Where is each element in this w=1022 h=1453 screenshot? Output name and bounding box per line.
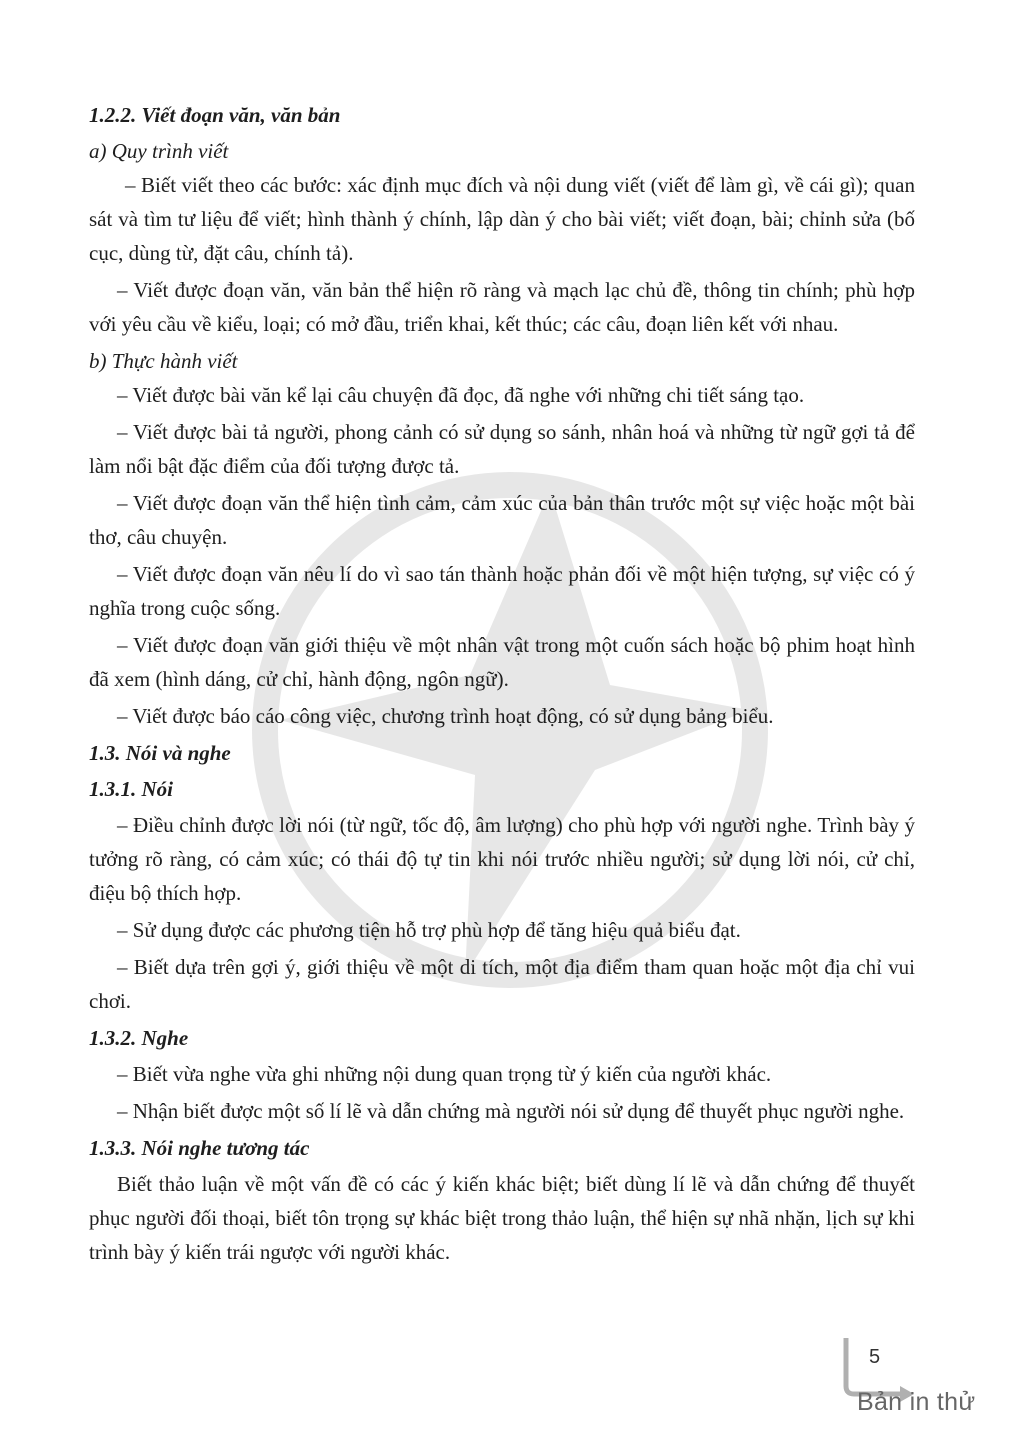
- paragraph: – Viết được bài văn kể lại câu chuyện đã đọc, đã nghe với những chi tiết sáng tạo.: [117, 383, 805, 407]
- paragraph: – Viết được đoạn văn thể hiện tình cảm, cảm xúc của bản thân trước một sự việc hoặc một bài thơ, câu chuyện.: [89, 491, 915, 549]
- paragraph: – Viết được báo cáo công việc, chương trình hoạt động, có sử dụng bảng biểu.: [117, 704, 774, 728]
- paragraph: – Viết được đoạn văn, văn bản thể hiện rõ ràng và mạch lạc chủ đề, thông tin chính; phù hợp với yêu cầu về kiểu, loại; có mở đầu, triển khai, kết thúc; các câu, đoạn liên kết với nhau.: [89, 278, 915, 336]
- paragraph: – Biết dựa trên gợi ý, giới thiệu về một di tích, một địa điểm tham quan hoặc một địa chỉ vui chơi.: [89, 955, 915, 1013]
- subheading-thuc-hanh-viet: b) Thực hành viết: [89, 349, 238, 373]
- paragraph: – Sử dụng được các phương tiện hỗ trợ phù hợp để tăng hiệu quả biểu đạt.: [117, 918, 741, 942]
- paragraph: – Viết được bài tả người, phong cảnh có sử dụng so sánh, nhân hoá và những từ ngữ gợi tả để làm nổi bật đặc điểm của đối tượng được tả.: [89, 420, 915, 478]
- paragraph: – Nhận biết được một số lí lẽ và dẫn chứng mà người nói sử dụng để thuyết phục người nghe.: [117, 1099, 905, 1123]
- document-body: [89, 96, 915, 1272]
- paragraph: – Viết được đoạn văn nêu lí do vì sao tán thành hoặc phản đối về một hiện tượng, sự việc có ý nghĩa trong cuộc sống.: [89, 562, 915, 620]
- heading-1-3-1: 1.3.1. Nói: [89, 777, 173, 801]
- heading-1-3-3: 1.3.3. Nói nghe tương tác: [89, 1136, 310, 1160]
- page-corner-arrow-icon: [838, 1336, 1008, 1436]
- paragraph: – Viết được đoạn văn giới thiệu về một nhân vật trong một cuốn sách hoặc bộ phim hoạt hình đã xem (hình dáng, cử chỉ, hành động, ngôn ngữ).: [89, 633, 915, 691]
- paragraph: Biết thảo luận về một vấn đề có các ý kiến khác biệt; biết dùng lí lẽ và dẫn chứng để thuyết phục người đối thoại, biết tôn trọng sự khác biệt trong thảo luận, thể hiện sự nhã nhặn, lịch sự khi trình bày ý kiến trái ngược với người khác.: [89, 1172, 915, 1264]
- paragraph: – Biết viết theo các bước: xác định mục đích và nội dung viết (viết để làm gì, về cái gì); quan sát và tìm tư liệu để viết; hình thành ý chính, lập dàn ý cho bài viết; viết đoạn, bài; chỉnh sửa (bố cục, dùng từ, đặt câu, chính tả).: [89, 173, 915, 265]
- draft-label: Bản in thử: [857, 1388, 976, 1416]
- paragraph: – Biết vừa nghe vừa ghi những nội dung quan trọng từ ý kiến của người khác.: [117, 1062, 772, 1086]
- heading-1-3-2: 1.3.2. Nghe: [89, 1026, 189, 1050]
- subheading-quy-trinh-viet: a) Quy trình viết: [89, 139, 229, 163]
- page-number: 5: [869, 1346, 881, 1368]
- paragraph: – Điều chỉnh được lời nói (từ ngữ, tốc độ, âm lượng) cho phù hợp với người nghe. Trình bày ý tưởng rõ ràng, có cảm xúc; có thái độ tự tin khi nói trước nhiều người; sử dụng lời nói, cử chỉ, điệu bộ thích hợp.: [89, 813, 915, 905]
- heading-1-2-2: 1.2.2. Viết đoạn văn, văn bản: [89, 103, 341, 127]
- heading-1-3: 1.3. Nói và nghe: [89, 741, 231, 765]
